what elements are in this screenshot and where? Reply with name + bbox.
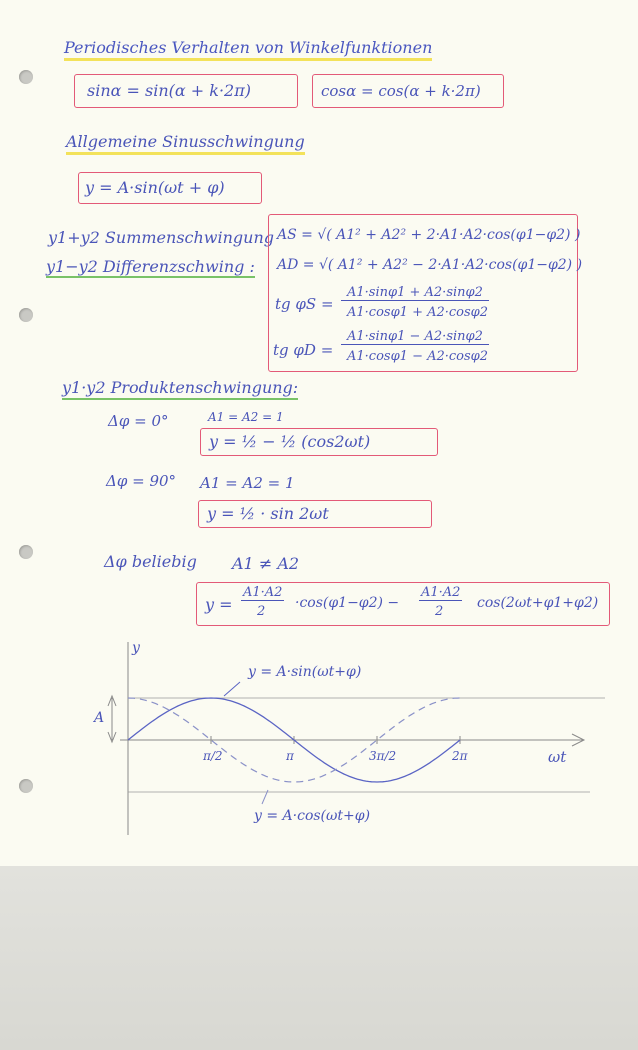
cos-periodicity-formula: cosα = cos(α + k·2π) — [321, 82, 481, 100]
case3-formula-box — [196, 582, 610, 626]
amplitude-sum-formula: AS = √( A1² + A2² + 2·A1·A2·cos(φ1−φ2) ) — [277, 227, 581, 243]
tan-sum-denominator: A1·cosφ1 + A2·cosφ2 — [347, 305, 489, 320]
case3-tail-term: cos(2ωt+φ1+φ2) — [477, 595, 599, 611]
x-axis-label: ωt — [548, 748, 567, 766]
sin-periodicity-formula: sinα = sin(α + k·2π) — [87, 81, 251, 100]
background-surface — [0, 866, 638, 1050]
binder-hole — [19, 308, 33, 322]
cos-series-label: y = A·cos(ωt+φ) — [254, 808, 371, 824]
case3-fraction2-numerator: A1·A2 — [421, 585, 461, 600]
tan-sum-numerator: A1·sinφ1 + A2·sinφ2 — [341, 285, 489, 301]
cos-periodicity-box — [312, 74, 504, 108]
case1-formula: y = ½ − ½ (cos2ωt) — [209, 432, 371, 451]
tan-difference-denominator: A1·cosφ1 − A2·cosφ2 — [347, 349, 489, 364]
x-tick-label: π/2 — [202, 749, 223, 763]
y-axis-label: y — [132, 640, 140, 656]
difference-label: y1−y2 Differenzschwing : — [46, 257, 255, 276]
tan-difference-label: tg φD = — [273, 341, 334, 359]
sin-series-label: y = A·sin(ωt+φ) — [248, 664, 362, 680]
tan-sum-label: tg φS = — [275, 295, 334, 313]
x-tick-label: 3π/2 — [368, 749, 397, 763]
sin-periodicity-box — [74, 74, 298, 108]
case1-phase-label: Δφ = 0° — [108, 412, 169, 430]
case3-y: y = — [205, 595, 233, 614]
case2-formula-box — [198, 500, 432, 528]
case2-formula: y = ½ · sin 2ωt — [207, 504, 329, 523]
case3-middle-term: ·cos(φ1−φ2) − — [295, 595, 400, 611]
sine-cosine-chart — [0, 630, 638, 866]
case2-phase-label: Δφ = 90° — [106, 472, 177, 490]
x-tick-label: 2π — [451, 749, 468, 763]
case2-condition: A1 = A2 = 1 — [200, 474, 295, 492]
general-heading: Allgemeine Sinusschwingung — [66, 132, 305, 155]
product-heading: y1·y2 Produktenschwingung: — [62, 378, 298, 400]
amplitude-difference-formula: AD = √( A1² + A2² − 2·A1·A2·cos(φ1−φ2) ) — [277, 257, 583, 273]
binder-hole — [19, 70, 33, 84]
tan-difference-numerator: A1·sinφ1 − A2·sinφ2 — [341, 329, 489, 345]
amplitude-label: A — [94, 710, 105, 726]
case3-fraction1-denominator: 2 — [257, 604, 266, 619]
case1-condition: A1 = A2 = 1 — [208, 410, 284, 424]
general-formula-box — [78, 172, 262, 204]
sum-difference-box — [268, 214, 583, 372]
binder-hole — [19, 545, 33, 559]
case3-fraction2-denominator: 2 — [435, 604, 444, 619]
sin-label-leader — [224, 682, 240, 696]
x-tick-label: π — [285, 749, 294, 763]
case3-fraction1-numerator: A1·A2 — [243, 585, 283, 600]
case3-condition: A1 ≠ A2 — [232, 554, 300, 573]
page-heading: Periodisches Verhalten von Winkelfunktionen — [64, 38, 432, 61]
sum-label: y1+y2 Summenschwingung — [48, 228, 274, 247]
case3-phase-label: Δφ beliebig — [104, 552, 197, 571]
general-formula: y = A·sin(ωt + φ) — [85, 178, 225, 197]
case1-formula-box — [200, 428, 438, 456]
